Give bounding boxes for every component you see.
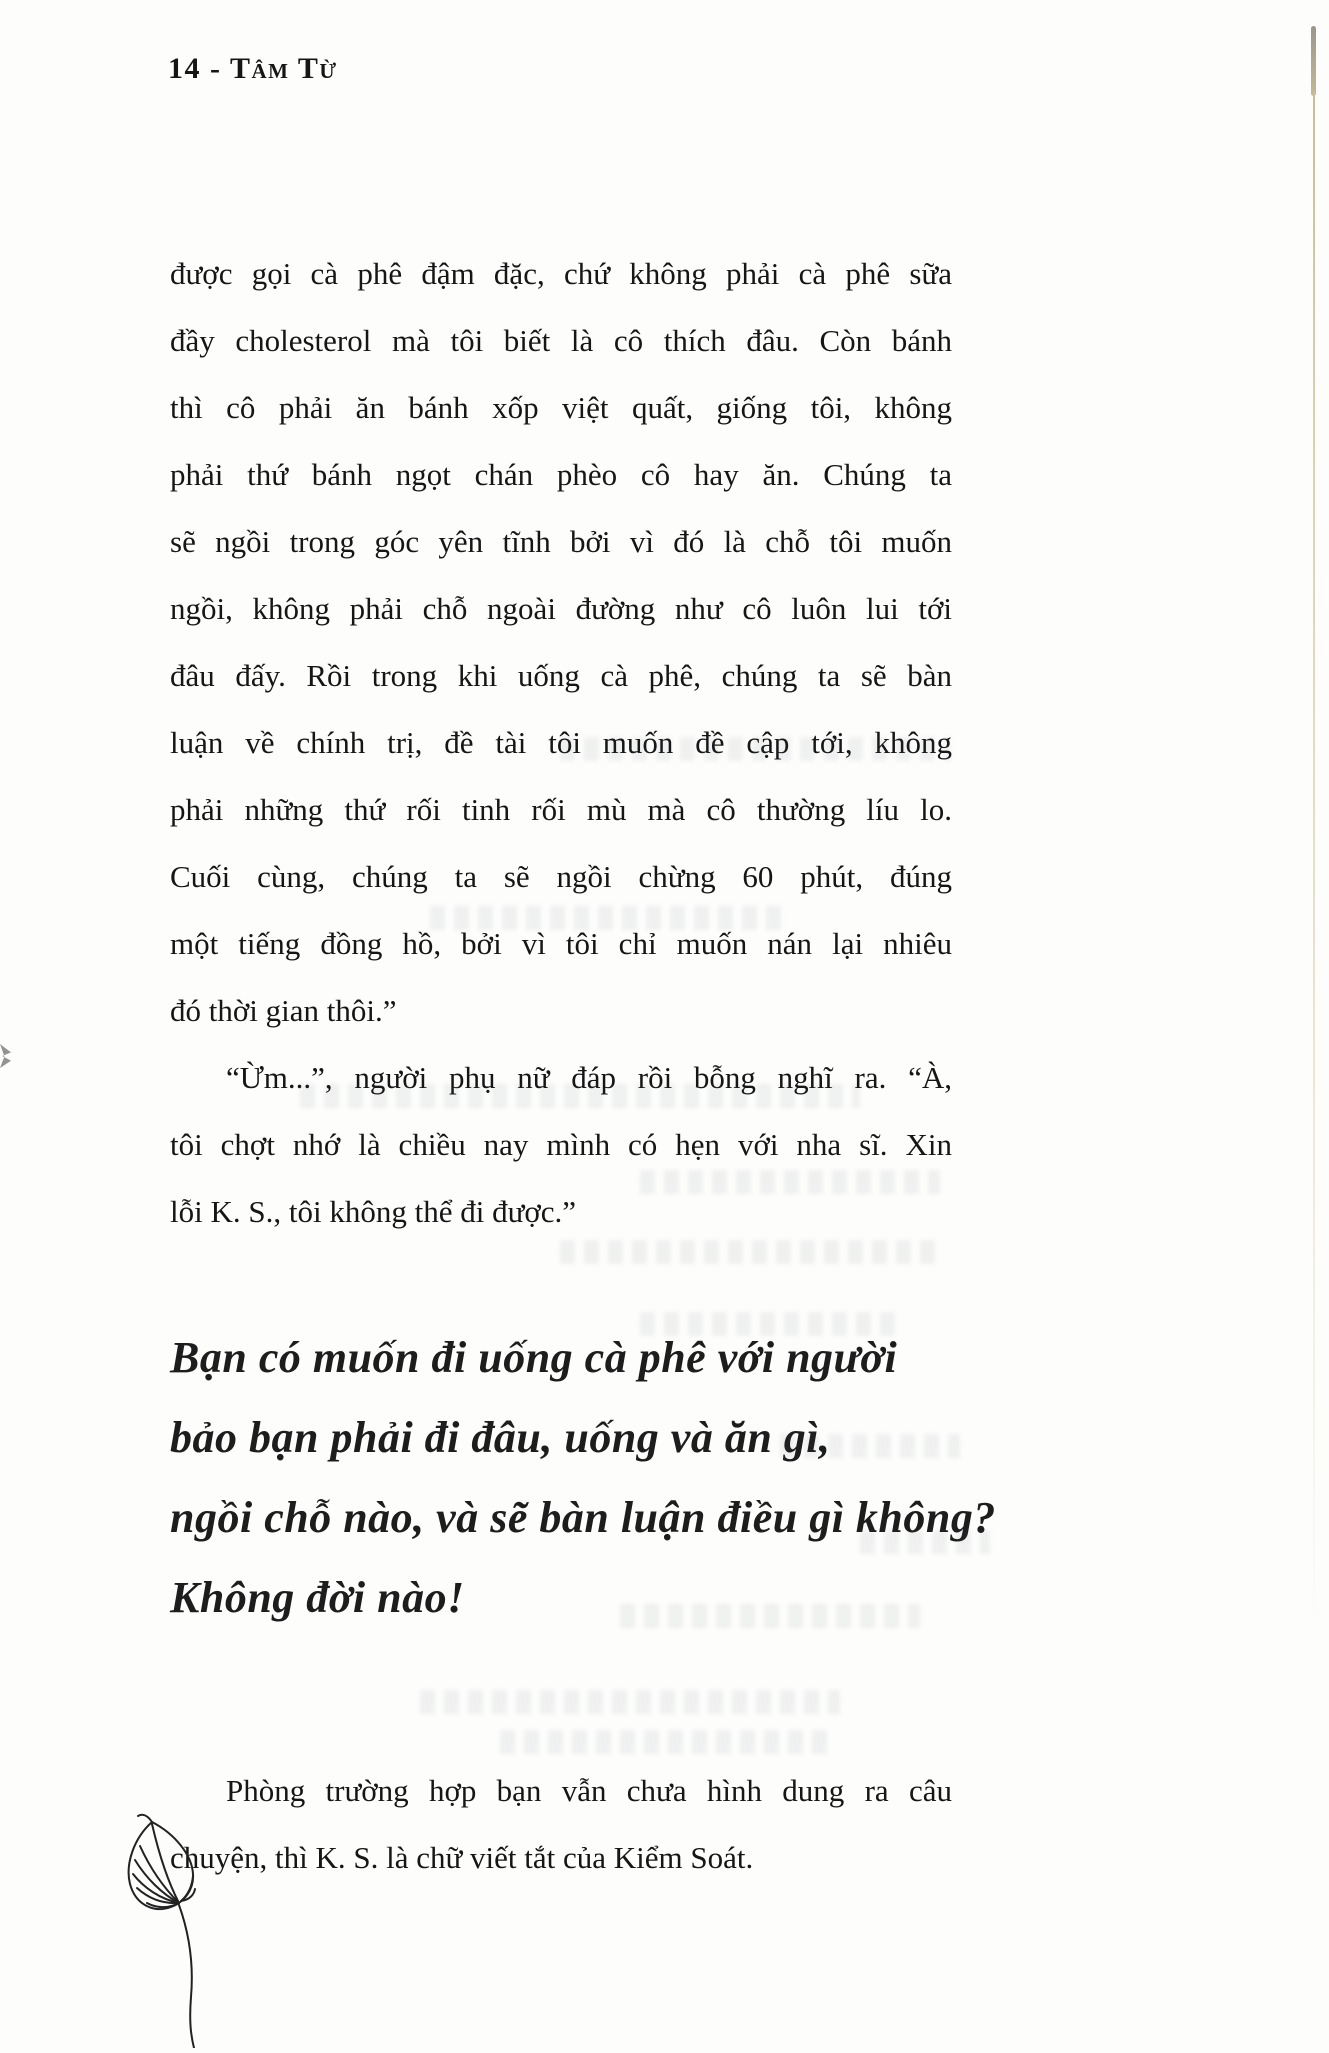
text-line: phải thứ bánh ngọt chán phèo cô hay ăn. Chúng ta [170, 457, 952, 492]
leaf-sprig-icon [122, 1812, 222, 2048]
text-line: lỗi K. S., tôi không thể đi được.” [170, 1194, 577, 1229]
text-line: Phòng trường hợp bạn vẫn chưa hình dung ra câu [226, 1773, 952, 1808]
text-line: sẽ ngồi trong góc yên tĩnh bởi vì đó là chỗ tôi muốn [170, 524, 952, 559]
script-line: Không đời nào! [170, 1573, 465, 1622]
page-header: 14 - Tâm Từ [168, 52, 338, 85]
text-line: Cuối cùng, chúng ta sẽ ngồi chừng 60 phút, đúng [170, 859, 952, 894]
paragraph-3 [170, 1757, 952, 1891]
paragraph-2 [170, 1044, 952, 1245]
edge-mark-artifact [0, 1044, 11, 1068]
text-line: phải những thứ rối tinh rối mù mà cô thường líu lo. [170, 792, 952, 827]
paragraph-1 [170, 240, 952, 1044]
text-line: đâu đấy. Rồi trong khi uống cà phê, chúng ta sẽ bàn [170, 658, 952, 693]
text-line: đó thời gian thôi.” [170, 993, 397, 1028]
text-line: “Ừm...”, người phụ nữ đáp rồi bỗng nghĩ ra. “À, [226, 1060, 952, 1095]
script-line: Bạn có muốn đi uống cà phê với người [170, 1333, 898, 1382]
bleedthrough-artifact [420, 1690, 840, 1714]
text-line: chuyện, thì K. S. là chữ viết tắt của Kiểm Soát. [170, 1840, 754, 1875]
handwritten-aside [170, 1318, 1090, 1638]
text-line: ngồi, không phải chỗ ngoài đường như cô luôn lui tới [170, 591, 952, 626]
text-line: thì cô phải ăn bánh xốp việt quất, giống tôi, không [170, 390, 952, 425]
page-edge-artifact [1313, 92, 1315, 1652]
text-line: tôi chợt nhớ là chiều nay mình có hẹn với nha sĩ. Xin [170, 1127, 952, 1162]
script-line: ngồi chỗ nào, và sẽ bàn luận điều gì không? [170, 1493, 996, 1542]
text-line: đầy cholesterol mà tôi biết là cô thích đâu. Còn bánh [170, 323, 952, 358]
bleedthrough-artifact [500, 1730, 830, 1754]
text-line: một tiếng đồng hồ, bởi vì tôi chỉ muốn nán lại nhiêu [170, 926, 952, 961]
text-line: được gọi cà phê đậm đặc, chứ không phải cà phê sữa [170, 256, 952, 291]
script-line: bảo bạn phải đi đâu, uống và ăn gì, [170, 1413, 831, 1462]
text-line: luận về chính trị, đề tài tôi muốn đề cập tới, không [170, 725, 952, 760]
page-edge-artifact [1311, 26, 1316, 96]
